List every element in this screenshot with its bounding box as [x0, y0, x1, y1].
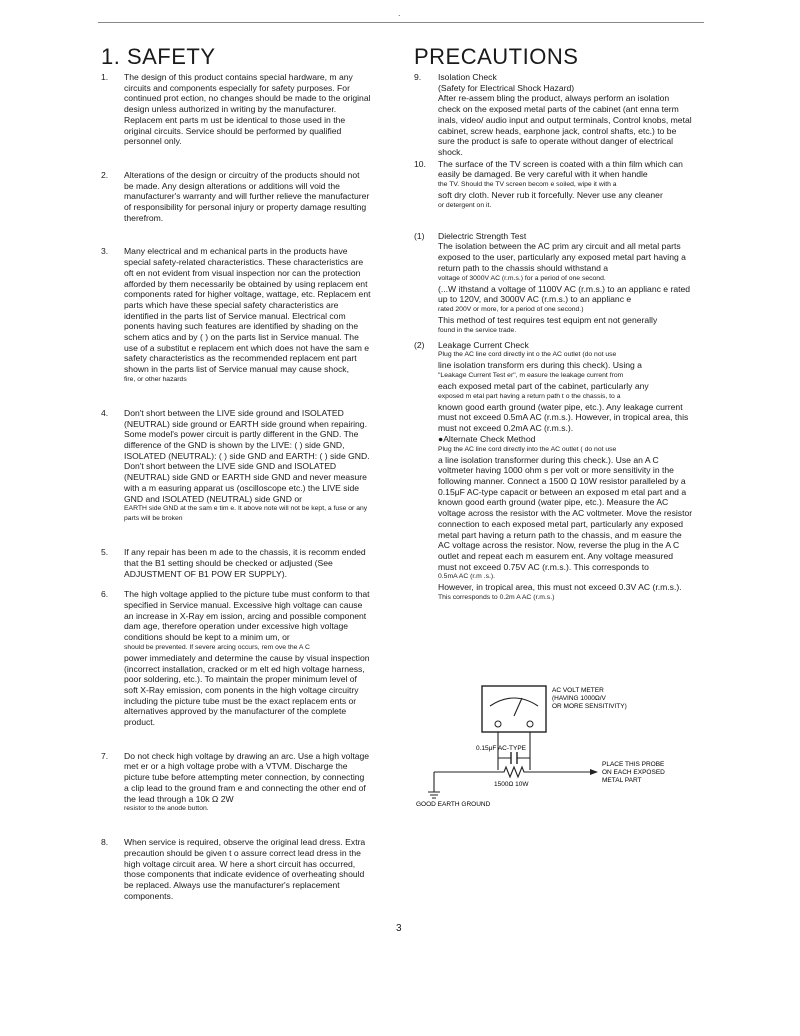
probe-label-1: PLACE THIS PROBE — [602, 761, 665, 768]
meter-scale-arc — [490, 698, 538, 706]
left-column — [101, 72, 371, 911]
item-text-3: known good earth ground (water pipe, etc.). Any leakage current must not exceed 0.5mA AC (r.m.s.). However, in tropical area, this must not exceed 0.2mA AC (r.m.s.). — [438, 401, 689, 434]
safety-item-5 — [101, 547, 371, 579]
item-text: When service is required, observe the original lead dress. Extra precaution should be given t o assure correct lead dress in the high voltage circuit area. W here a short circuit has occurred, those components that indicate evidence of overheating should be replaced. Always use the manufacturer's replacement components. — [124, 837, 366, 901]
item-heading: Leakage Current Check — [438, 339, 529, 350]
leakage-test-circuit-diagram — [414, 680, 674, 810]
item-text-2: each exposed metal part of the cabinet, particularly any — [438, 381, 649, 392]
item-subheading: (Safety for Electrical Shock Hazard) — [438, 82, 575, 93]
safety-item-10 — [414, 159, 694, 211]
item-text: If any repair has been m ade to the chassis, it is recomm ended that the B1 setting should be checked or adjusted (See ADJUSTMENT OF B1 POW ER SUPPLY). — [124, 547, 366, 579]
item-text-continued: soft dry cloth. Never rub it forcefully. Never use any cleaner — [438, 190, 663, 201]
ground-label: GOOD EARTH GROUND — [416, 801, 491, 808]
item-text: Don't short between the LIVE side ground and ISOLATED (NEUTRAL) side ground or EARTH side ground when repairing. Some model's power circuit is partly different in the GND. The difference of the GND is shown by the LIVE: ( ) side GND, ISOLATED (NEUTRAL): ( ) side GND and EARTH: ( ) side GND. Don't short between the LIVE side GND and ISOLATED (NEUTRAL) side GND or EARTH side GND and never measure with a m easuring apparat us (oscilloscope etc.) the LIVE side GND and ISOLATED (NEUTRAL) side GND or — [124, 407, 370, 504]
item-text-continued-2: This method of test requires test equipm ent not generally — [438, 314, 658, 325]
safety-item-7 — [101, 751, 371, 815]
dielectric-strength-test — [414, 231, 694, 336]
item-number: 8. — [101, 837, 109, 848]
resistor-symbol — [498, 767, 530, 777]
item-small-text-3: found in the service trade. — [438, 326, 517, 334]
item-small-text-6: This corresponds to 0.2m A AC (r.m.s.) — [438, 594, 555, 602]
item-small-text-2: rated 200V or more, for a period of one second.) — [438, 305, 584, 313]
item-number: 10. — [414, 158, 426, 169]
item-small-text: should be prevented. If severe arcing occurs, rem ove the A C — [124, 643, 310, 651]
safety-item-4 — [101, 408, 371, 524]
item-number: 6. — [101, 589, 109, 600]
item-small-text-5: 0.5mA AC (r.m .s.). — [438, 573, 496, 581]
safety-item-9 — [414, 72, 694, 158]
item-heading: Isolation Check — [438, 72, 497, 82]
ac-voltmeter-box — [482, 686, 546, 732]
meter-terminal-left — [495, 721, 501, 727]
item-text-continued: power immediately and determine the cause by visual inspection (incorrect installation, cracked or m elt ed high voltage harness, poor soldering, etc.). To maintain the proper minimum level of soft X-Ray emission, com ponents in the high voltage circuitry including the picture tube must be the exact replacem ents or alternatives approved by the manufacturer of the complete product. — [124, 652, 370, 728]
alternate-check-heading: ●Alternate Check Method — [438, 433, 536, 444]
item-small-text-3: exposed m etal part having a return path t o the chassis, to a — [438, 392, 621, 400]
item-text: The design of this product contains special hardware, m any circuits and components especially for safety purposes. For continued prot ection, no changes should be made to the original design unless authorized in writing by the manufacturer. Replacem ent parts m ust be identical to those used in the original circuits. Service should be performed by qualified personnel only. — [124, 72, 371, 147]
item-small-text: EARTH side GND at the sam e tim e. It above note will not be kept, a fuse or any parts will be broken — [124, 505, 368, 523]
safety-item-6 — [101, 589, 371, 727]
page-number: 3 — [396, 923, 402, 934]
item-number: 9. — [414, 72, 422, 82]
item-text: line isolation transform ers during this check). Using a — [438, 360, 642, 371]
item-text: The surface of the TV screen is coated with a thin film which can easily be damaged. Be very careful with it when handle — [438, 158, 683, 180]
item-text: After re-assem bling the product, always perform an isolation check on the exposed metal parts of the cabinet (ant enna term inals, video/ audio input and output terminals, Control knobs, metal cabinet, screw heads, earphone jack, control shafts, etc.) to be sure the product is safe to operate without danger of electrical shock. — [438, 93, 692, 157]
item-text-4: a line isolation transformer during this check.). Use an A C voltmeter having 1000 ohm s per volt or more sensitivity in the following manner. Connect a 1500 Ω 10W resistor paralleled by a 0.15μF AC-type capacit or between an exposed m etal part and a known good earth ground (water pipe, etc.). Measure the AC voltage across the resistor with the AC voltmeter. Move the resistor connection to each exposed metal part, particularly any exposed metal part having a return path to the chassis, and m easure the AC voltage across the resistor. Now, reverse the plug in the A C outlet and repeat each m easurem ent. Any voltage measured must not exceed 0.75V AC (r.m.s.). This corresponds to — [438, 454, 693, 572]
meter-label-2: (HAVING 1000Ω/V — [552, 695, 606, 702]
item-text: Do not check high voltage by drawing an arc. Use a high voltage met er or a high voltage probe with a VTVM. Discharge the picture tube before attempting meter connection, by connecting a clip lead to the ground fram e and connecting the other end of the lead through a 10k Ω 2W — [124, 750, 370, 804]
header-rule — [98, 22, 704, 23]
page-title-left: 1. SAFETY — [101, 44, 216, 69]
item-number: 4. — [101, 407, 109, 418]
resistor-label: 1500Ω 10W — [494, 781, 529, 788]
safety-item-8 — [101, 837, 371, 901]
meter-needle — [514, 698, 522, 716]
item-number: (1) — [414, 230, 425, 241]
leakage-current-check — [414, 340, 694, 603]
item-small-text-4: Plug the AC line cord directly into the AC outlet ( do not use — [438, 445, 617, 453]
page-title-right: PRECAUTIONS — [414, 44, 579, 69]
item-small-text: fire, or other hazards — [124, 375, 187, 383]
item-number: (2) — [414, 339, 425, 350]
item-small-text: Plug the AC line cord directly int o the AC outlet (do not use — [438, 351, 617, 359]
item-number: 2. — [101, 169, 109, 180]
item-small-text-2: "Leakage Current Test er", m easure the leakage current from — [438, 372, 624, 380]
meter-label-3: OR MORE SENSITIVITY) — [552, 703, 627, 710]
item-heading: Dielectric Strength Test — [438, 230, 527, 241]
item-small-text: resistor to the anode button. — [124, 805, 209, 813]
item-number: 1. — [101, 72, 109, 82]
meter-label-1: AC VOLT METER — [552, 687, 604, 694]
item-number: 7. — [101, 750, 109, 761]
capacitor-label: 0.15μF AC-TYPE — [476, 745, 526, 752]
item-text: Alterations of the design or circuitry of the products should not be made. Any design alterations or additions will void the manufacturer's warranty and will further relieve the manufacturer of responsibility for personal injury or property damage resulting therefrom. — [124, 169, 370, 223]
item-small-text: voltage of 3000V AC (r.m.s.) for a period of one second. — [438, 274, 606, 282]
probe-label-3: METAL PART — [602, 777, 642, 784]
item-number: 3. — [101, 246, 109, 257]
item-number: 5. — [101, 547, 109, 558]
meter-terminal-right — [527, 721, 533, 727]
safety-item-2 — [101, 170, 371, 224]
header-dot: . — [398, 8, 401, 18]
right-column — [414, 72, 694, 613]
safety-item-1 — [101, 72, 371, 147]
item-text: The high voltage applied to the picture tube must conform to that specified in Service manual. Excessive high voltage can cause an increase in X-Ray em ission, arcing and possible component dam age, therefore operation under excessive high voltage conditions should be kept to a minim um, or — [124, 589, 370, 643]
probe-label-2: ON EACH EXPOSED — [602, 769, 665, 776]
safety-item-3 — [101, 246, 371, 384]
item-text: Many electrical and m echanical parts in the products have special safety-related characteristics. These characteristics are oft en not evident from visual inspection nor can the protection afforded by them necessarily be obtained by using replacem ent components rated for higher voltage, wattage, etc. Replacem ent parts which have these special safety characteristics are identified in the parts list of Service manual. Electrical com ponents having such features are identified by shading on the schem atics and by ( ) on the parts list in Service manual. The use of a substitut e replacem ent which does not have the sam e safety characteristics as the recommended replacem ent part shown in the parts list of Service manual may cause shock, — [124, 246, 371, 375]
item-text-5: However, in tropical area, this must not exceed 0.3V AC (r.m.s.). — [438, 582, 682, 593]
item-small-text-2: or detergent on it. — [438, 201, 492, 209]
probe-arrow — [590, 769, 598, 775]
item-text-continued: (...W ithstand a voltage of 1100V AC (r.m.s.) to an applianc e rated up to 120V, and 3000V AC (r.m.s.) to an applianc e — [438, 283, 691, 305]
item-small-text: the TV. Should the TV screen becom e soiled, wipe it with a — [438, 181, 617, 189]
item-text: The isolation between the AC prim ary circuit and all metal parts exposed to the user, particularly any exposed metal part having a return path to the chassis should withstand a — [438, 241, 686, 273]
